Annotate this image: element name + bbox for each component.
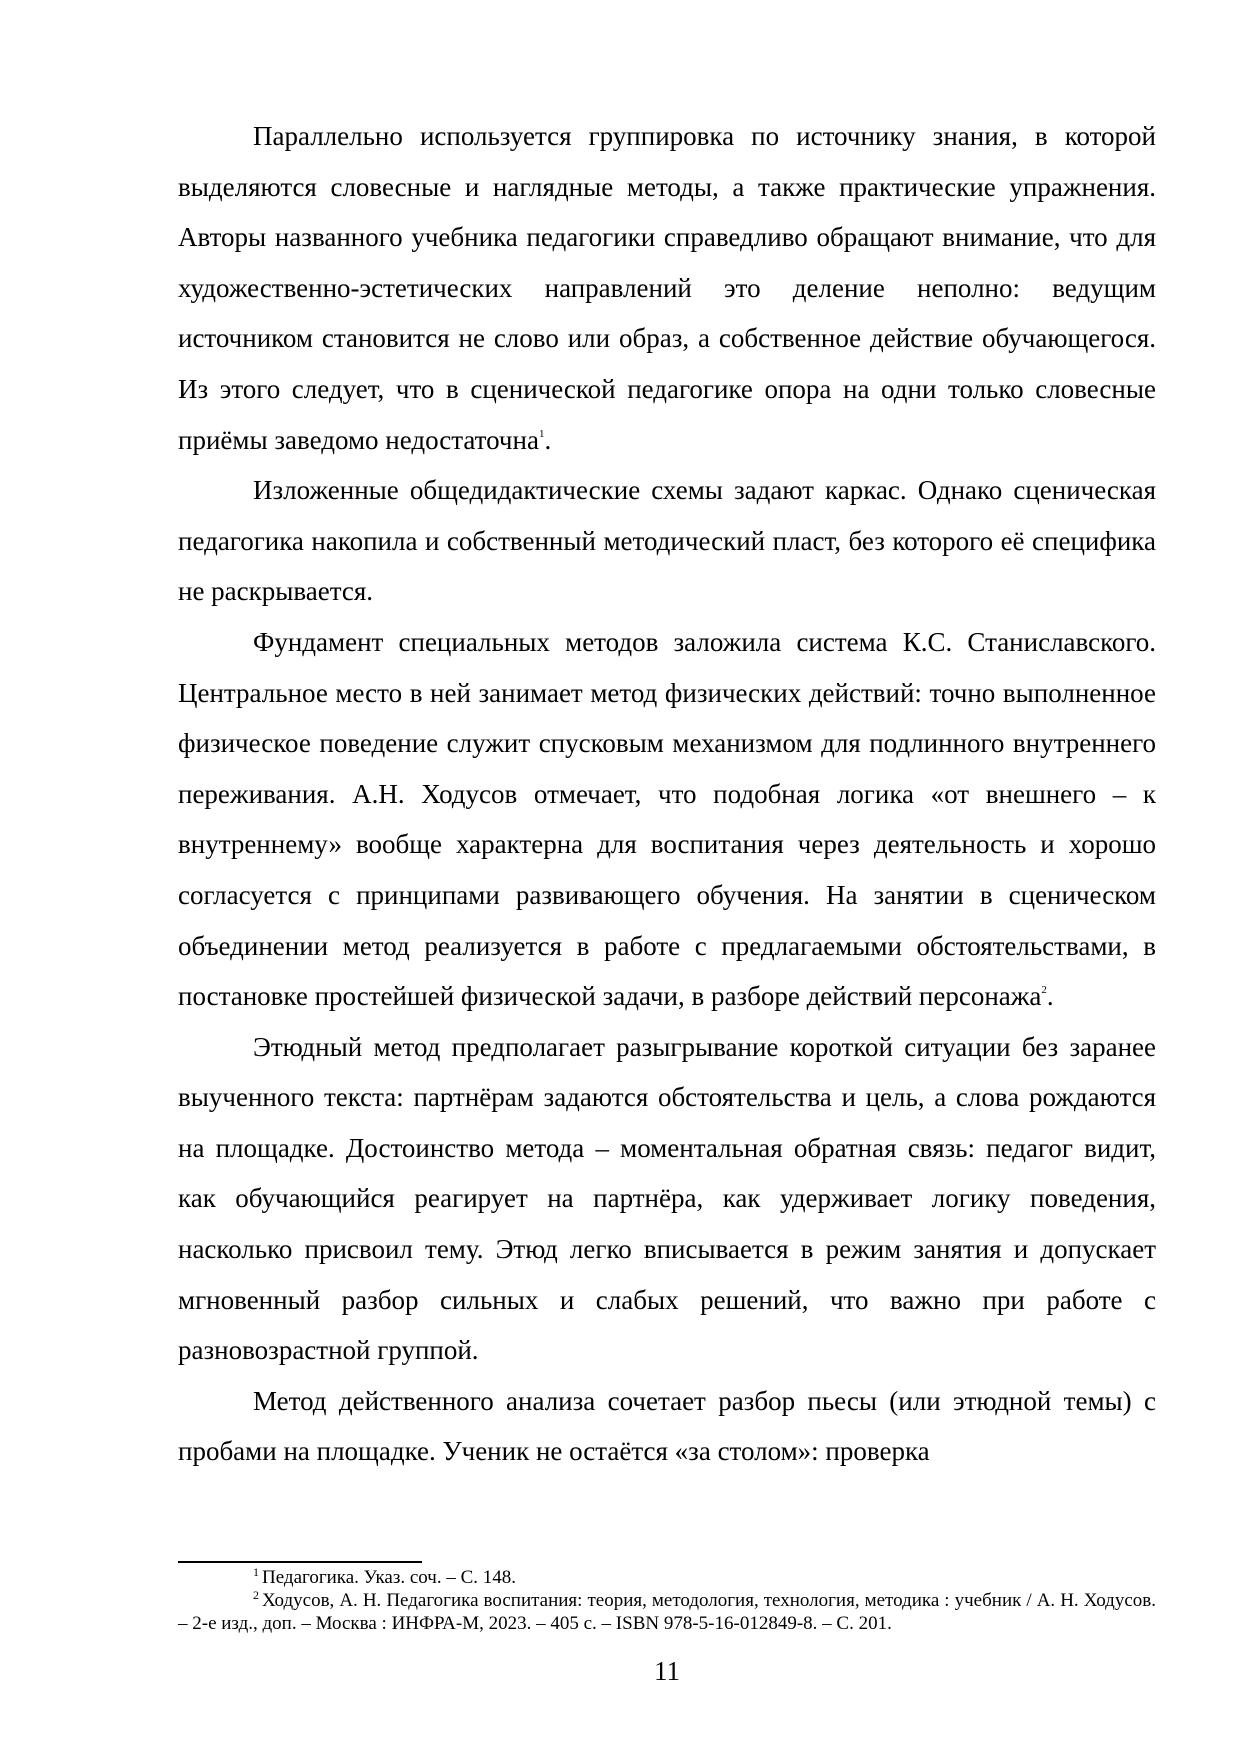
paragraph-text: Метод действенного анализа сочетает разбор пьесы (или этюдной темы) с пробами на площадке. Ученик не остаётся «за столом»: проверка <box>178 1385 1156 1467</box>
paragraph-didactic-schemes <box>178 465 1156 617</box>
paragraph-text: Изложенные общедидактические схемы задают каркас. Однако сценическая педагогика накопила и собственный методический пласт, без которого её специфика не раскрывается. <box>178 475 1156 607</box>
paragraph-tail: . <box>544 424 552 455</box>
body-text <box>178 111 1156 1477</box>
paragraph-grouping-by-source <box>178 111 1156 465</box>
page-number: 11 <box>654 1656 680 1686</box>
paragraph-text: Этюдный метод предполагает разыгрывание короткой ситуации без заранее выученного текста: партнёрам задаются обстоятельства и цель, а слова рождаются на площадке. Достоинство метода – моментальная обратная связь: педагог видит, как обучающийся реагирует на партнёра, как удерживает логику поведения, насколько присвоил тему. Этюд легко вписывается в режим занятия и допускает мгновенный разбор сильных и слабых решений, что важно при работе с разновозрастной группой. <box>178 1031 1156 1366</box>
footnote-number: 2 <box>253 1588 259 1602</box>
footnote-item <box>178 1589 1156 1635</box>
paragraph-action-analysis <box>178 1376 1156 1477</box>
paragraph-text: Параллельно используется группировка по источнику знания, в которой выделяются словесные и наглядные методы, а также практические упражнения. Авторы названного учебника педагогики справедливо обращают внимание, что для художественно-эстетических направлений это деление неполно: ведущим источником становится не слово или образ, а собственное действие обучающегося. Из этого следует, что в сценической педагогике опора на одни только словесные приёмы заведомо недостаточна <box>178 121 1156 455</box>
footnote-reference[interactable]: 1 <box>538 427 545 440</box>
footnote-text: Педагогика. Указ. соч. – С. 148. <box>262 1567 516 1588</box>
paragraph-etude-method <box>178 1022 1156 1376</box>
footnote-number: 1 <box>253 1565 259 1579</box>
footnote-reference[interactable]: 2 <box>1041 984 1047 997</box>
paragraph-text: Фундамент специальных методов заложила система К.С. Станиславского. Центральное место в ней занимает метод физических действий: точно выполненное физическое поведение служит спусковым механизмом для подлинного внутреннего переживания. А.Н. Ходусов отмечает, что подобная логика «от внешнего – к внутреннему» вообще характерна для воспитания через деятельность и хорошо согласуется с принципами развивающего обучения. На занятии в сценическом объединении метод реализуется в работе с предлагаемыми обстоятельствами, в постановке простейшей физической задачи, в разборе действий персонажа <box>178 626 1156 1012</box>
paragraph-tail: . <box>1046 981 1054 1012</box>
footnote-text: Ходусов, А. Н. Педагогика воспитания: теория, методология, технология, методика : учебник / А. Н. Ходусов. – 2-е изд., доп. – Москва : ИНФРА-М, 2023. – 405 с. – ISBN 978-5-16-012849-8. – С. 201. <box>178 1590 1156 1634</box>
footnotes <box>178 1566 1156 1635</box>
paragraph-stanislavski-system <box>178 617 1156 1022</box>
footnote-separator <box>178 1561 422 1563</box>
footnote-item <box>178 1566 1156 1589</box>
